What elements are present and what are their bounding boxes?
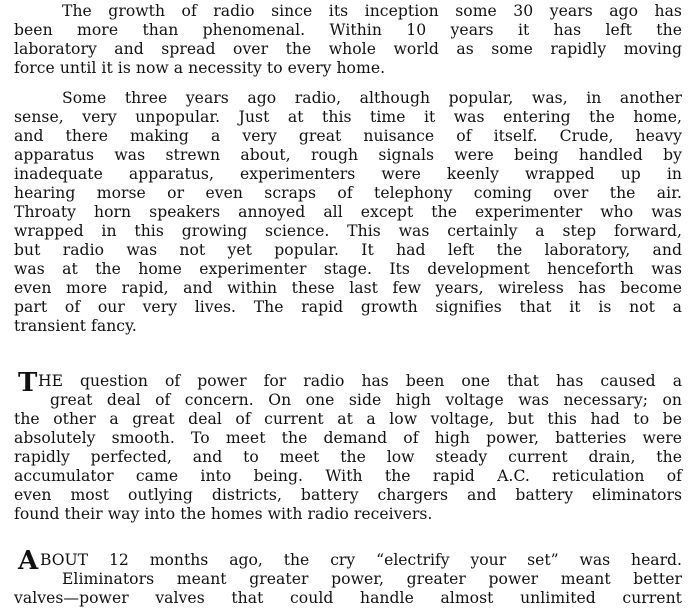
text-line: even most outlying districts, battery chargers and battery eliminators (14, 486, 682, 504)
text-line: valves—power valves that could handle almost unlimited current (14, 589, 682, 607)
text-line: wrapped in this growing science. This was certainly a step forward, (14, 222, 682, 240)
text-line: rapidly perfected, and to meet the low steady current drain, the (14, 448, 682, 466)
text-line: force until it is now a necessity to every home. (14, 59, 386, 77)
text-line: and there making a very great nuisance of itself. Crude, heavy (14, 127, 682, 145)
text-line: great deal of concern. On one side high voltage was necessary; on (50, 391, 682, 409)
text-line: even more rapid, and within these last few years, wireless has become (14, 279, 682, 297)
text-line: inadequate apparatus, experimenters were keenly wrapped up in (14, 165, 682, 183)
text-line: HE question of power for radio has been one that has caused a (38, 372, 682, 390)
text-line: Some three years ago radio, although popular, was, in another (62, 89, 682, 107)
text-line: accumulator came into being. With the rapid A.C. reticulation of (14, 467, 682, 485)
text-line: hearing morse or even scraps of telephony coming over the air. (14, 184, 682, 202)
text-line: laboratory and spread over the whole world as some rapidly moving (14, 40, 682, 58)
text-line: The growth of radio since its inception some 30 years ago has (62, 2, 682, 20)
text-line: Eliminators meant greater power, greater power meant better (62, 570, 682, 588)
text-line: apparatus was strewn about, rough signals were being handled by (14, 146, 682, 164)
text-line: been more than phenomenal. Within 10 years it has left the (14, 21, 682, 39)
text-line: sense, very unpopular. Just at this time it was entering the home, (14, 108, 682, 126)
text-line: found their way into the homes with radio receivers. (14, 505, 433, 523)
text-line: transient fancy. (14, 317, 137, 335)
text-line: BOUT 12 months ago, the cry “electrify your set” was heard. (40, 551, 682, 569)
text-line: but radio was not yet popular. It had left the laboratory, and (14, 241, 682, 259)
drop-cap: A (18, 546, 39, 576)
drop-cap: T (18, 368, 38, 398)
text-line: was at the home experimenter stage. Its development henceforth was (14, 260, 682, 278)
text-line: part of our very lives. The rapid growth signifies that it is not a (14, 298, 682, 316)
text-line: the other a great deal of current at a low voltage, but this had to be (14, 410, 682, 428)
text-line: Throaty horn speakers annoyed all except the experimenter who was (14, 203, 682, 221)
text-line: absolutely smooth. To meet the demand of high power, batteries were (14, 429, 682, 447)
